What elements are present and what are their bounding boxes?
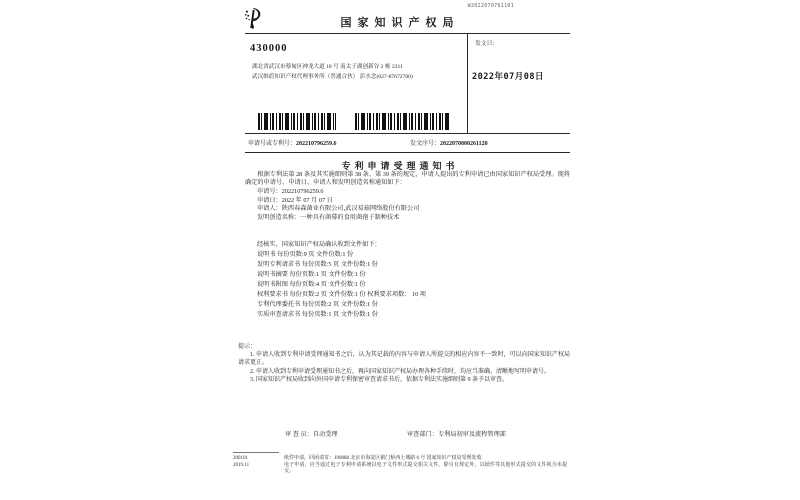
intro-paragraph: 根据专利法第 28 条及其实施细则第 38 条、第 39 条的规定，申请人提出的专利申请已由国家知识产权局受理。现将确定的申请号、申请日、申请人和发明创造名称通知如下：	[245, 171, 570, 187]
document-item: 专利代理委托书 每份页数:2 页 文件份数:1 份	[257, 301, 378, 308]
reference-row-top-rule	[245, 133, 570, 134]
examiner	[285, 429, 338, 438]
received-documents	[257, 240, 567, 320]
dispatch-serial-label: 发文序号：	[410, 141, 441, 147]
field-invention-title: 发明创造名称：一种具有菌幕的食用菌孢子制种技术	[257, 213, 400, 221]
note-item: 2. 申请人收到专利申请受理通知书之后，再向国家知识产权局办理各种手续时，均应当准确、清晰地写明申请号。	[250, 368, 551, 375]
application-number-value: 202210796259.6	[296, 141, 337, 147]
agency-title: 国家知识产权局	[340, 17, 460, 29]
recipient-address-line2: 武汉维盾知识产权代理事务所（普通合伙） 彭水念(027-87672700)	[252, 74, 413, 80]
dispatch-serial	[410, 138, 488, 147]
notes-label: 提示：	[238, 344, 257, 350]
top-right-code: W2022070761101	[467, 3, 514, 9]
paper-filing-note: 纸件申请，回函请寄：100088 北京市海淀区蓟门桥西土城路 6 号 国家知识产权局受理处收	[284, 456, 482, 461]
date-box-divider	[467, 33, 468, 133]
form-number: 200101	[233, 456, 248, 461]
barcode-left	[258, 113, 336, 130]
dispatch-serial-value: 2022070800261120	[440, 141, 488, 147]
form-version: 2019.11	[233, 462, 250, 468]
department-value: 专利局初审及流程管理部	[437, 431, 506, 438]
document-item: 实质审查请求书 每份页数:1 页 文件份数:1 份	[257, 311, 378, 318]
application-number-label: 申请号或专利号：	[248, 141, 297, 147]
barcode-right	[355, 113, 449, 130]
examiner-label: 审 查 员：	[285, 431, 313, 438]
postal-code: 430000	[250, 43, 288, 54]
form-footer	[233, 456, 567, 476]
field-application-number: 申请号：202210796259.6	[257, 188, 324, 195]
examiner-value: 自动受理	[312, 431, 338, 438]
footer-row-paper	[233, 456, 567, 463]
application-fields	[257, 188, 567, 222]
footer-rule	[233, 452, 279, 453]
header-rule	[245, 33, 570, 34]
footer-row-electronic	[233, 463, 567, 476]
department-label: 审查部门：	[407, 431, 438, 438]
dispatch-date-value: 2022年07月08日	[472, 72, 544, 82]
document-item: 说明书 每份页数:9 页 文件份数:1 份	[257, 251, 354, 258]
reference-row-bottom-rule	[245, 152, 570, 153]
notice-title: 专利申请受理通知书	[341, 161, 459, 171]
electronic-filing-note: 电子申请，应当通过电子专利申请系统以电子文件形式提交相关文件。除另有规定外，以纸件等其他形式提交的文件视为未提交。	[284, 462, 567, 475]
field-applicants: 申请人：陕西春森菌业有限公司,武汉易菇网络股份有限公司	[257, 205, 420, 213]
document-item: 权利要求书 每份页数:2 页 文件份数:1 份 权利要求项数： 10 项	[257, 291, 426, 298]
field-application-date: 申请日：2022 年 07 月 07 日	[257, 196, 333, 204]
note-item: 1. 申请人收到专利申请受理通知书之后，认为其记载的内容与申请人所提交的相应内容不一致时，可以向国家知识产权局请求更正。	[238, 352, 570, 367]
document-item: 说明书附图 每份页数:4 页 文件份数:1 份	[257, 281, 366, 288]
examining-department	[407, 429, 506, 438]
recipient-address-line1: 湖北省武汉市蔡甸区神龙大道 18 号 南太子湖创新谷 2 栋 2311	[252, 64, 403, 70]
dispatch-date-label: 发文日：	[475, 41, 499, 47]
note-item: 3. 国家知识产权局收到向外国申请专利保密审查请求书后，依据专利法实施细则第 9 条予以审查。	[250, 376, 509, 383]
document-item: 说明书摘要 每份页数:1 页 文件份数:1 份	[257, 271, 366, 278]
document-item: 发明专利请求书 每份页数:5 页 文件份数:1 份	[257, 261, 378, 268]
application-number	[248, 138, 337, 147]
notes-section	[238, 343, 570, 384]
received-documents-intro: 经核实，国家知识产权局确认收到文件如下：	[257, 241, 381, 248]
document-sheet	[230, 0, 570, 500]
